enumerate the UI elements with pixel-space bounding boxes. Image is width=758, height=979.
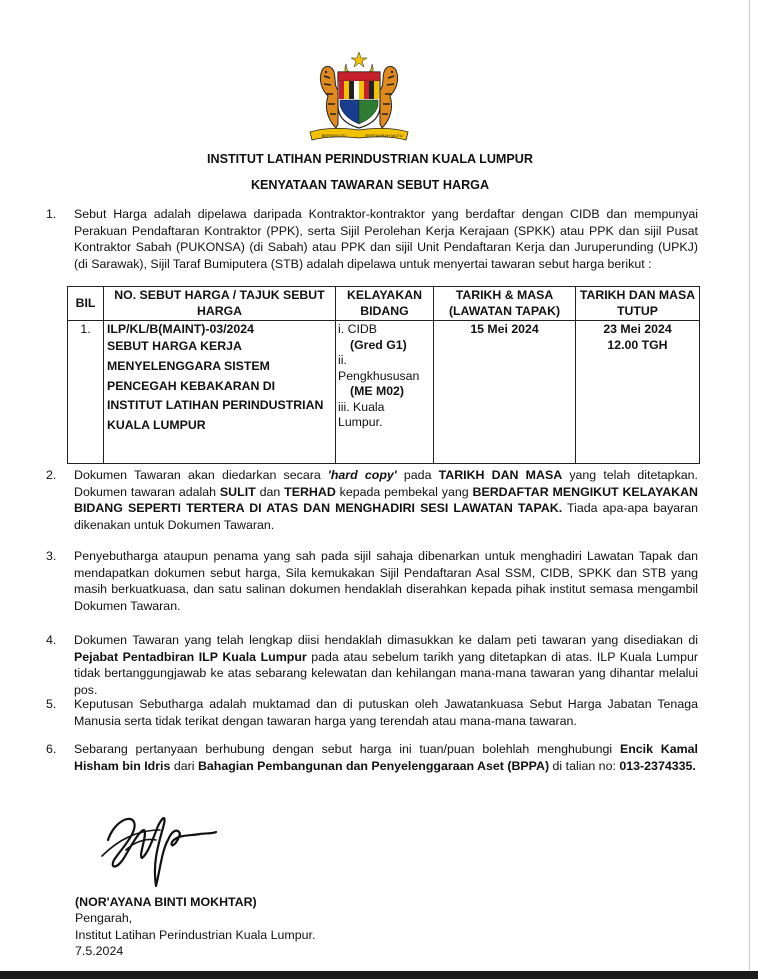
clause-3 <box>48 548 698 614</box>
eligibility-cidb: i. CIDB <box>338 322 377 336</box>
header-closing: TARIKH DAN MASA TUTUP <box>576 287 700 321</box>
clause-number: 6. <box>46 742 57 756</box>
header-eligibility: KELAYAKAN BIDANG <box>336 287 434 321</box>
cell-bil: 1. <box>68 321 104 464</box>
clause-text: Penyebutharga ataupun penama yang sah pada sijil sahaja dibenarkan untuk menghadiri Lawatan Tapak dan mendapatkan dokumen sebut harga, Sila kemukakan Sijil Pendaftaran Asal SSM, CIDB, SPKK dan STB yang masih berkuatkuasa, dan satu salinan dokumen hendaklah diserahkan kepada pihak institut semasa mengambil Dokumen Tawaran. <box>74 549 698 613</box>
tender-title-line: SEBUT HARGA KERJA <box>107 339 242 353</box>
header-bil: BIL <box>68 287 104 321</box>
clause-2 <box>48 467 698 533</box>
clause-text: Keputusan Sebutharga adalah muktamad dan di putuskan oleh Jawatankuasa Sebut Harga Jabatan Tenaga Manusia serta tidak terikat dengan tawaran harga yang terendah atau mana-mana tawaran. <box>74 697 698 728</box>
notice-title: KENYATAAN TAWARAN SEBUT HARGA <box>250 178 490 192</box>
cell-eligibility <box>336 321 434 464</box>
table-row <box>68 321 700 464</box>
clause-5 <box>48 696 698 729</box>
clause-text: Sebut Harga adalah dipelawa daripada Kontraktor-kontraktor yang berdaftar dengan CIDB dan mempunyai Perakuan Pendaftaran Kontraktor (PPK), serta Sijil Perolehan Kerja Kerajaan (SPKK) atau PPK dan sijil Pusat Kontraktor Sabah (PUKONSA) (di Sabah) atau PPK dan sijil Unit Pendaftaran Kerja dan Juruperunding (UPKJ) (di Sarawak), Sijil Taraf Bumiputera (STB) adalah dipelawa untuk menyertai tawaran sebut harga berikut : <box>74 207 698 271</box>
eligibility-grade: (Gred G1) <box>350 337 407 352</box>
clause-4 <box>48 632 698 698</box>
signatory-position: Pengarah, <box>75 911 133 926</box>
cell-site-visit-date: 15 Mei 2024 <box>434 321 576 464</box>
signatory-institution: Institut Latihan Perindustrian Kuala Lumpur. <box>75 927 316 942</box>
closing-date: 23 Mei 2024 <box>603 322 672 336</box>
table-header-row <box>68 287 700 321</box>
closing-time: 12.00 TGH <box>607 337 668 352</box>
tender-title-line: INSTITUT LATIHAN PERINDUSTRIAN <box>107 398 324 413</box>
signature-block <box>75 894 315 959</box>
tender-title-line: PENCEGAH KEBAKARAN DI <box>107 378 276 393</box>
header-title: NO. SEBUT HARGA / TAJUK SEBUT HARGA <box>104 287 336 321</box>
bottom-bar <box>0 971 758 979</box>
clause-6 <box>48 741 698 774</box>
crest-ribbon-right: BERTAMBAH MUTU <box>365 133 403 138</box>
tender-table <box>67 286 700 464</box>
clause-number: 1. <box>46 207 57 221</box>
clause-text: Sebarang pertanyaan berhubung dengan sebut harga ini tuan/puan bolehlah menghubungi Encik Kamal Hisham bin Idris dari Bahagian Pembangunan dan Penyelenggaraan Aset (BPPA) di talian no: 013-2374335. <box>74 742 698 773</box>
page-edge <box>749 0 750 970</box>
crest-ribbon-left: BERSEKUTU <box>321 133 347 138</box>
eligibility-code: (ME M02) <box>350 384 404 398</box>
clause-number: 4. <box>46 633 57 647</box>
tender-title-line: MENYELENGGARA SISTEM <box>107 358 270 373</box>
clause-1 <box>48 206 698 272</box>
eligibility-specialisation: ii. Pengkhususan <box>338 353 420 383</box>
institution-heading: INSTITUT LATIHAN PERINDUSTRIAN KUALA LUMPUR <box>206 152 534 166</box>
tender-reference: ILP/KL/B(MAINT)-03/2024 <box>107 322 254 336</box>
signoff-date: 7.5.2024 <box>75 943 124 958</box>
clause-text: Dokumen Tawaran akan diedarkan secara 'hard copy' pada TARIKH DAN MASA yang telah ditetapkan. Dokumen tawaran adalah SULIT dan TERHAD kepada pembekal yang BERDAFTAR MENGIKUT KELAYAKAN BIDANG SEPERTI TERTERA DI ATAS DAN MENGHADIRI SESI LAWATAN TAPAK. Tiada apa-apa bayaran dikenakan untuk Dokumen Tawaran. <box>74 468 698 532</box>
cell-tender-title <box>104 321 336 464</box>
tender-title-line: KUALA LUMPUR <box>107 418 206 433</box>
header-site-visit: TARIKH & MASA (LAWATAN TAPAK) <box>434 287 576 321</box>
eligibility-location: iii. Kuala Lumpur. <box>338 399 385 429</box>
clause-number: 3. <box>46 549 57 563</box>
clause-number: 2. <box>46 468 57 482</box>
signatory-name: (NOR'AYANA BINTI MOKHTAR) <box>75 895 257 909</box>
handwritten-signature <box>100 800 220 894</box>
coat-of-arms-emblem <box>300 50 418 142</box>
clause-text: Dokumen Tawaran yang telah lengkap diisi hendaklah dimasukkan ke dalam peti tawaran yang disediakan di Pejabat Pentadbiran ILP Kuala Lumpur pada atau sebelum tarikh yang ditetapkan di atas. ILP Kuala Lumpur tidak bertanggungjawab ke atas sebarang kelewatan dan kehilangan mana-mana tawaran yang dihantar melalui pos. <box>74 633 699 697</box>
cell-closing <box>576 321 700 464</box>
clause-number: 5. <box>46 697 57 711</box>
